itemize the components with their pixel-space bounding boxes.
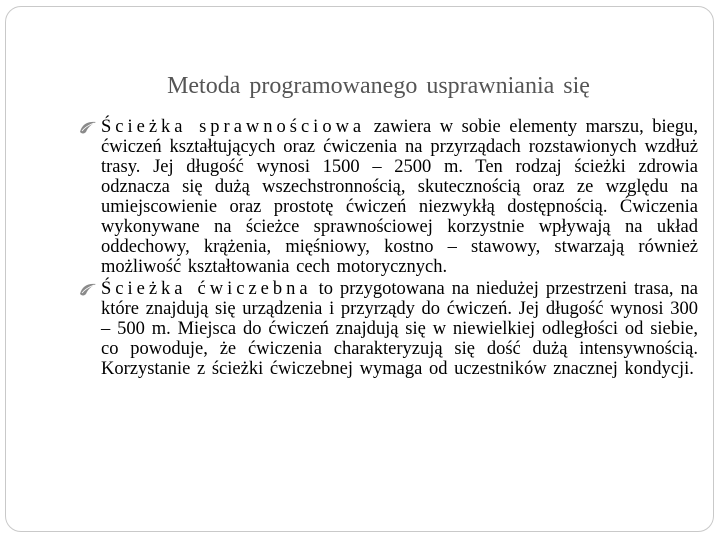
leaf-swirl-bullet-icon <box>78 280 98 298</box>
bullet-item-sciezka-cwiczebna <box>78 279 698 379</box>
bullet-list <box>78 117 698 381</box>
bullet-text: zawiera w sobie elementy marszu, biegu, ćwiczeń kształtujących oraz ćwiczenia na przyrządach rozstawionych wzdłuż trasy. Jej długość wynosi 1500 – 2500 m. Ten rodzaj ścieżki zdrowia odznacza się dużą wszechstronnością, skutecznością oraz ze względu na umiejscowienie oraz prostotę ćwiczeń niezwykłą dostępnością. Ćwiczenia wykonywane na ścieżce sprawnościowej korzystnie wpływają na układ oddechowy, krążenia, mięśniowy, kostno – stawowy, stwarzają również możliwość kształtowania cech motorycznych. <box>101 117 698 277</box>
bullet-keyword: Ścieżka sprawnościowa <box>101 117 366 137</box>
bullet-text: to przygotowana na niedużej przestrzeni trasa, na które znajdują się urządzenia i przyrządy do ćwiczeń. Jej długość wynosi 300 – 500 m. Miejsca do ćwiczeń znajdują się w niewielkiej odległości od siebie, co powoduje, że ćwiczenia charakteryzują się dość dużą intensywnością. Korzystanie z ścieżki ćwiczebnej wymaga od uczestników znacznej kondycji. <box>101 279 698 379</box>
bullet-item-sciezka-sprawnosciowa <box>78 117 698 277</box>
bullet-keyword: Ścieżka ćwiczebna <box>101 279 312 299</box>
slide-title: Metoda programowanego usprawniania się <box>167 73 590 99</box>
leaf-swirl-bullet-icon <box>78 118 98 136</box>
